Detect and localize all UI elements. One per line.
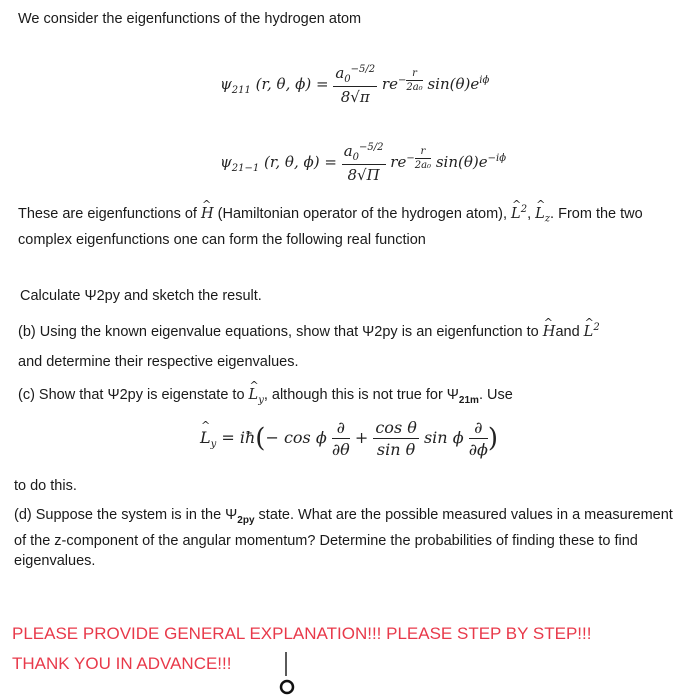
para-text-3: . From the two complex eigenfunctions one can form the following real function bbox=[18, 205, 643, 248]
exp-den: 2a₀ bbox=[414, 160, 432, 171]
lz-operator: L ^ bbox=[535, 204, 545, 224]
a0-base: a bbox=[343, 142, 353, 160]
part-a-text: Calculate Ψ2py and sketch the result. bbox=[20, 288, 262, 304]
a0-base: a bbox=[335, 64, 345, 82]
sin-theta: sin θ bbox=[373, 438, 419, 459]
l2-exp: 2 bbox=[520, 204, 528, 215]
eigenfunction-paragraph bbox=[18, 200, 668, 250]
psi-args: (r, θ, ϕ) = bbox=[264, 153, 337, 171]
psi-subscript: 21−1 bbox=[231, 163, 260, 174]
para-text-1: These are eigenfunctions of bbox=[18, 205, 201, 222]
cot-theta bbox=[373, 418, 419, 459]
l2-operator: L ^ bbox=[584, 322, 594, 342]
equation-psi21m1 bbox=[220, 142, 506, 184]
l2-operator: L ^ bbox=[511, 204, 521, 224]
part-b-pre: (b) Using the known eigenvalue equations, show that Ψ2py is an eigenfunction to bbox=[18, 323, 543, 340]
equation-ly-operator bbox=[200, 418, 498, 459]
left-paren: ( bbox=[255, 423, 266, 454]
intro-text: We consider the eigenfunctions of the hydrogen atom bbox=[18, 11, 362, 27]
part-c-pre: (c) Show that Ψ2py is eigenstate to bbox=[18, 387, 249, 403]
exp-sign: − bbox=[406, 153, 415, 164]
ly-lhs-sub: y bbox=[210, 439, 217, 451]
hamiltonian-operator: H ^ bbox=[543, 322, 556, 342]
to-do-this-text: to do this. bbox=[14, 478, 77, 494]
a0-sub: 0 bbox=[352, 152, 360, 163]
part-c-mid: , although this is not true for Ψ bbox=[263, 387, 459, 403]
a0-exp: −5/2 bbox=[359, 142, 384, 153]
l2-exp: 2 bbox=[593, 322, 600, 333]
exp-den: 2a₀ bbox=[406, 82, 423, 93]
plea-line-2: THANK YOU IN ADVANCE!!! bbox=[12, 654, 232, 673]
exp-num: r bbox=[415, 146, 431, 159]
partial-den: ∂θ bbox=[331, 440, 350, 459]
d-dphi bbox=[469, 418, 488, 459]
ly-sub: y bbox=[258, 394, 264, 406]
plea-line-1: PLEASE PROVIDE GENERAL EXPLANATION!!! PLEASE STEP BY STEP!!! bbox=[12, 624, 592, 643]
psi-symbol: ψ bbox=[220, 153, 232, 171]
psi-args: (r, θ, ϕ) = bbox=[255, 75, 329, 93]
part-b-continued: and determine their respective eigenvalues. bbox=[18, 354, 299, 370]
phase-exp: iϕ bbox=[479, 75, 490, 86]
exp-sign: − bbox=[397, 75, 407, 86]
prefactor-den: 8√Π bbox=[347, 166, 380, 184]
ly-lhs: L ^ bbox=[200, 428, 211, 447]
prefactor-fraction bbox=[333, 64, 377, 106]
text-cursor-icon bbox=[278, 652, 298, 698]
part-d-text bbox=[14, 505, 684, 571]
d-dtheta bbox=[332, 418, 350, 459]
psi-symbol: ψ bbox=[220, 75, 232, 93]
prefactor-den: 8√π bbox=[340, 88, 370, 106]
partial-den: ∂ϕ bbox=[468, 440, 488, 459]
part-d-pre: (d) Suppose the system is in the Ψ bbox=[14, 507, 238, 523]
sin-phi: sin ϕ bbox=[423, 428, 464, 447]
part-c-text bbox=[18, 385, 513, 411]
exp-num: r bbox=[406, 68, 422, 81]
para-text-2: (Hamiltonian operator of the hydrogen atom), bbox=[213, 205, 512, 222]
prefactor-fraction bbox=[342, 142, 386, 184]
plus-sign: + bbox=[354, 428, 369, 447]
cos-theta: cos θ bbox=[375, 418, 417, 437]
part-d-post: state. What are the possible measured values in a measurement of the z-component of the angular momentum? Determine the probabilities of finding these to find eigenvalues. bbox=[14, 507, 673, 569]
part-b-and: and bbox=[555, 323, 584, 340]
a0-sub: 0 bbox=[344, 74, 351, 85]
angular-term: sin(θ)e bbox=[435, 153, 488, 171]
part-b-text bbox=[18, 318, 600, 342]
right-paren: ) bbox=[487, 423, 499, 454]
re-term: re bbox=[381, 75, 398, 93]
psi-subscript: 21m bbox=[458, 394, 479, 406]
partial-num: ∂ bbox=[336, 418, 345, 437]
ly-operator: L ^ bbox=[249, 385, 259, 405]
comma: , bbox=[527, 205, 536, 222]
psi-subscript: 2py bbox=[237, 514, 255, 526]
angular-term: sin(θ)e bbox=[427, 75, 480, 93]
equation-psi211 bbox=[220, 64, 489, 106]
neg-cos-phi: − cos ϕ bbox=[265, 428, 327, 447]
ih-bar: = iħ bbox=[221, 428, 256, 447]
phase-exp: −iϕ bbox=[487, 153, 507, 164]
re-term: re bbox=[390, 153, 407, 171]
part-c-post: . Use bbox=[478, 387, 513, 403]
hamiltonian-operator: H ^ bbox=[201, 204, 214, 224]
partial-num: ∂ bbox=[474, 418, 483, 437]
a0-exp: −5/2 bbox=[350, 64, 376, 75]
lz-sub: z bbox=[544, 213, 551, 225]
psi-subscript: 211 bbox=[231, 85, 251, 96]
